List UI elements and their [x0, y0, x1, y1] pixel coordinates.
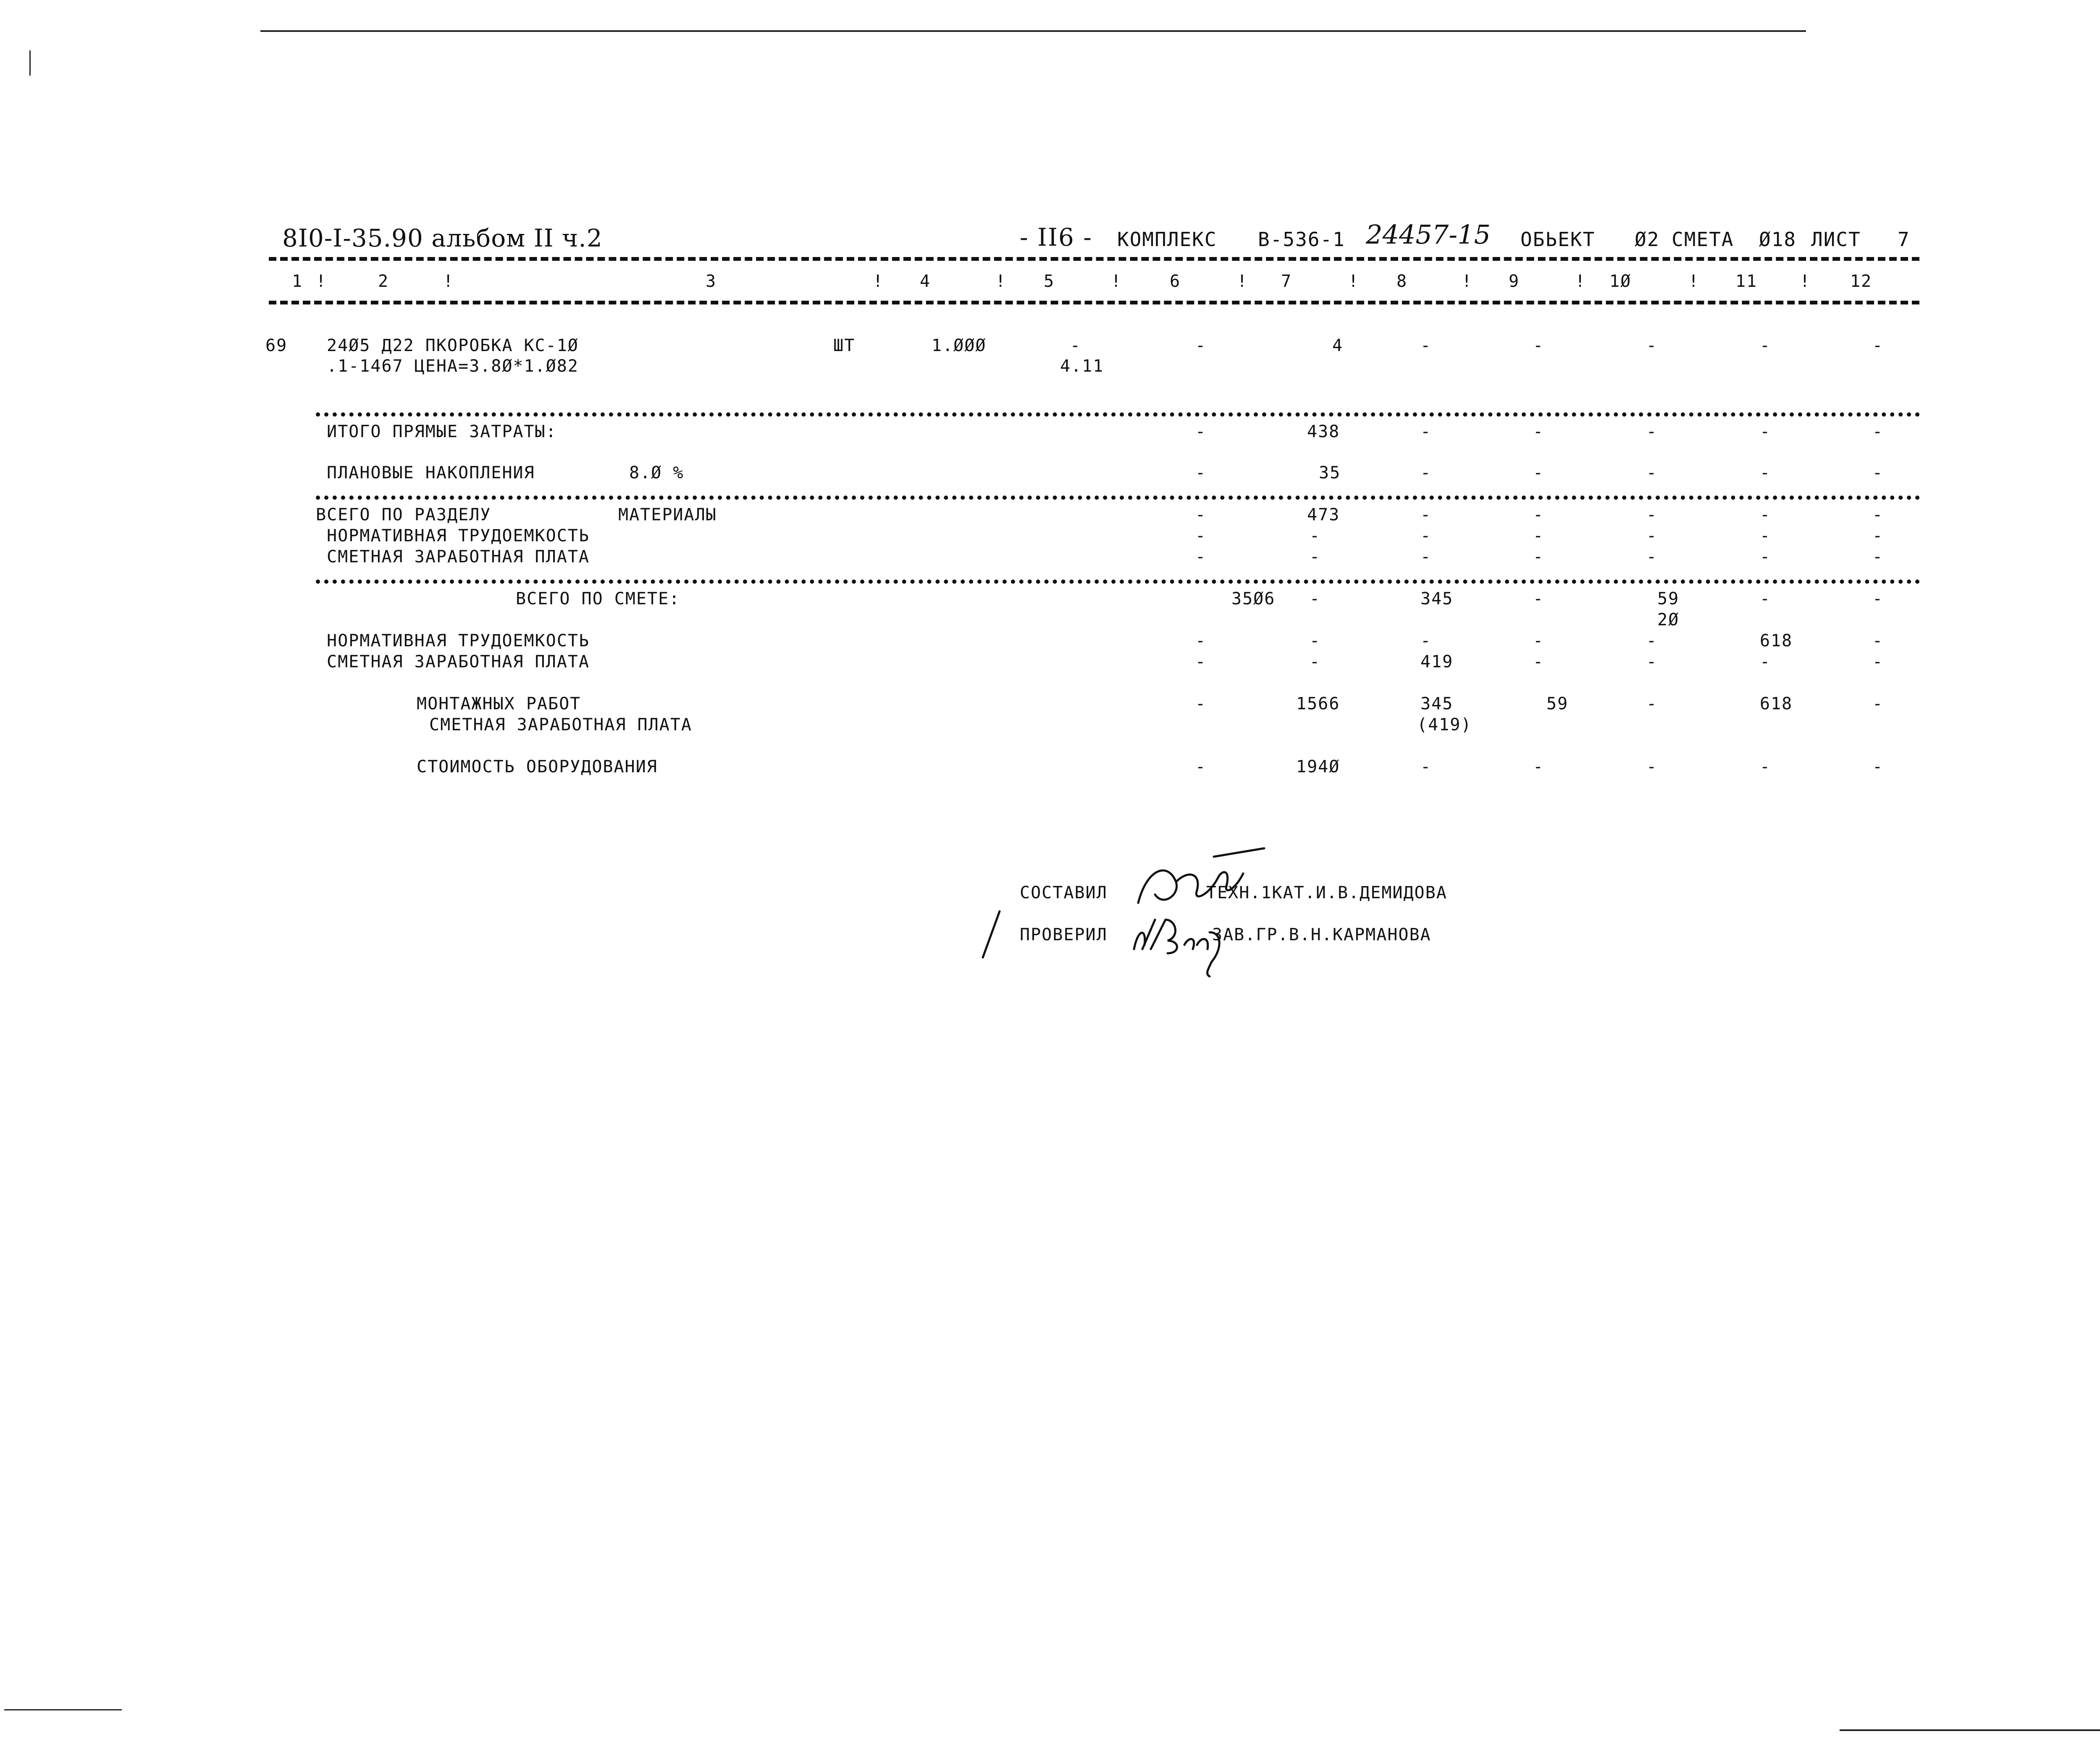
estimate-total-col12: - — [1872, 589, 1884, 609]
section-wage-col6: - — [1195, 547, 1207, 567]
section-labor-col10: - — [1646, 526, 1658, 546]
sheet-label: ЛИСТ — [1811, 228, 1861, 251]
item-col12: - — [1872, 336, 1884, 355]
item-price-reference: .1-1467 ЦЕНА=3.8Ø*1.Ø82 — [327, 357, 579, 376]
planned-accumulation-col9: - — [1533, 463, 1544, 483]
estimate-wage-col7: - — [1310, 652, 1321, 671]
scan-edge-bottom-right — [1840, 1729, 2100, 1731]
section-wage-col9: - — [1533, 547, 1544, 567]
direct-costs-label: ИТОГО ПРЯМЫЕ ЗАТРАТЫ: — [327, 422, 557, 441]
estimate-wage-col6: - — [1195, 652, 1207, 671]
estimate-number: Ø18 — [1759, 228, 1797, 251]
item-col10: - — [1646, 336, 1658, 355]
section-col9: - — [1533, 505, 1544, 525]
section-wage-col7: - — [1310, 547, 1321, 567]
installation-col10: - — [1646, 694, 1658, 713]
column-separator: ! — [1111, 272, 1122, 291]
direct-costs-col6: - — [1195, 422, 1207, 441]
estimate-total-col9: - — [1533, 589, 1544, 609]
sheet-number: 7 — [1898, 228, 1910, 251]
planned-accumulation-label: ПЛАНОВЫЕ НАКОПЛЕНИЯ — [327, 463, 535, 483]
object-number: Ø2 — [1635, 228, 1660, 251]
column-number: 11 — [1735, 272, 1758, 291]
section-labor-col12: - — [1872, 526, 1884, 546]
direct-costs-col7: 438 — [1307, 422, 1340, 441]
equipment-col8: - — [1420, 757, 1432, 776]
checked-by-label: ПРОВЕРИЛ — [1020, 925, 1108, 944]
dotted-separator — [316, 496, 1920, 500]
item-description: 24Ø5 Д22 ПКОРОБКА КС-1Ø — [327, 336, 579, 355]
estimate-wage-col11: - — [1760, 652, 1771, 671]
estimate-total-label: ВСЕГО ПО СМЕТЕ: — [516, 589, 680, 609]
item-col11: - — [1760, 336, 1771, 355]
dotted-separator — [316, 412, 1920, 417]
column-separator: ! — [995, 272, 1007, 291]
section-wage-col12: - — [1872, 547, 1884, 567]
page-number: - II6 - — [1020, 223, 1092, 252]
direct-costs-col10: - — [1646, 422, 1658, 441]
header-rule-bottom — [269, 301, 1919, 304]
estimate-wage-col10: - — [1646, 652, 1658, 671]
estimate-labor-col8: - — [1420, 631, 1432, 650]
planned-accumulation-col8: - — [1420, 463, 1432, 483]
slash-mark-icon — [979, 907, 1004, 962]
section-col11: - — [1760, 505, 1771, 525]
scan-edge-top — [260, 30, 1806, 32]
section-col6: - — [1195, 505, 1207, 525]
column-separator: ! — [1462, 272, 1473, 291]
installation-col7: 1566 — [1296, 694, 1340, 713]
document-reference: 8I0-I-35.90 альбом II ч.2 — [282, 224, 603, 252]
column-number: 1Ø — [1609, 272, 1632, 291]
section-labor-col7: - — [1310, 526, 1321, 546]
column-separator: ! — [443, 272, 454, 291]
section-labor-col6: - — [1195, 526, 1207, 546]
estimate-total-col6: 35Ø6 — [1231, 589, 1276, 609]
column-separator: ! — [1237, 272, 1248, 291]
estimate-labor-col12: - — [1872, 631, 1884, 650]
section-labor-col11: - — [1760, 526, 1771, 546]
installation-wage-label: СМЕТНАЯ ЗАРАБОТНАЯ ПЛАТА — [429, 715, 692, 734]
estimate-total-col11: - — [1760, 589, 1771, 609]
estimate-total-col7: - — [1310, 589, 1321, 609]
column-number: 8 — [1396, 272, 1408, 291]
column-number: 3 — [706, 272, 717, 291]
object-label: ОБЬЕКТ — [1520, 228, 1596, 251]
item-col5-top: - — [1070, 336, 1082, 355]
column-separator: ! — [1348, 272, 1360, 291]
installation-col11: 618 — [1760, 694, 1793, 713]
scan-edge-bottom-left — [4, 1709, 122, 1710]
estimate-wage-col12: - — [1872, 652, 1884, 671]
column-number: 12 — [1850, 272, 1872, 291]
installation-col9: 59 — [1546, 694, 1569, 713]
section-name: МАТЕРИАЛЫ — [618, 505, 717, 525]
direct-costs-col11: - — [1760, 422, 1771, 441]
direct-costs-col8: - — [1420, 422, 1432, 441]
column-number: 5 — [1044, 272, 1055, 291]
section-total-label: ВСЕГО ПО РАЗДЕЛУ — [316, 505, 491, 525]
column-number: 7 — [1281, 272, 1292, 291]
equipment-col7: 194Ø — [1296, 757, 1340, 776]
estimate-total-col10-bottom: 2Ø — [1657, 610, 1680, 630]
installation-col6: - — [1195, 694, 1207, 713]
item-col9: - — [1533, 336, 1544, 355]
equipment-col12: - — [1872, 757, 1884, 776]
section-wage-col10: - — [1646, 547, 1658, 567]
installation-label: МОНТАЖНЫХ РАБОТ — [417, 694, 581, 713]
equipment-col10: - — [1646, 757, 1658, 776]
column-number: 2 — [378, 272, 389, 291]
column-separator: ! — [316, 272, 327, 291]
section-wage-col8: - — [1420, 547, 1432, 567]
section-col12: - — [1872, 505, 1884, 525]
column-number: 9 — [1509, 272, 1520, 291]
planned-accumulation-col7: 35 — [1319, 463, 1341, 483]
header-rule-top — [269, 257, 1919, 261]
column-number: 4 — [920, 272, 931, 291]
scan-edge-left — [29, 50, 31, 76]
estimate-total-col8: 345 — [1420, 589, 1454, 609]
column-separator: ! — [1688, 272, 1700, 291]
estimate-labor-col7: - — [1310, 631, 1321, 650]
checked-by-name: ЗАВ.ГР.В.Н.КАРМАНОВА — [1212, 925, 1431, 944]
estimate-labor-col11: 618 — [1760, 631, 1793, 650]
section-labor-col8: - — [1420, 526, 1432, 546]
section-labor-label: НОРМАТИВНАЯ ТРУДОЕМКОСТЬ — [327, 526, 590, 546]
item-number: 69 — [265, 336, 288, 355]
estimate-labor-col10: - — [1646, 631, 1658, 650]
section-col8: - — [1420, 505, 1432, 525]
planned-accumulation-col11: - — [1760, 463, 1771, 483]
direct-costs-col12: - — [1872, 422, 1884, 441]
equipment-col9: - — [1533, 757, 1544, 776]
complex-label: КОМПЛЕКС — [1117, 228, 1217, 251]
estimate-wage-col9: - — [1533, 652, 1544, 671]
column-separator: ! — [1575, 272, 1586, 291]
item-col7: 4 — [1332, 336, 1344, 355]
planned-accumulation-col10: - — [1646, 463, 1658, 483]
estimate-labor-col9: - — [1533, 631, 1544, 650]
compiled-by-name: ТЕХН.1КАТ.И.В.ДЕМИДОВА — [1206, 883, 1447, 902]
dotted-separator — [316, 580, 1920, 584]
installation-col12: - — [1872, 694, 1884, 713]
section-col10: - — [1646, 505, 1658, 525]
installation-wage-value: (419) — [1417, 715, 1472, 734]
estimate-labor-label: НОРМАТИВНАЯ ТРУДОЕМКОСТЬ — [327, 631, 590, 650]
item-col8: - — [1420, 336, 1432, 355]
column-separator: ! — [1800, 272, 1811, 291]
estimate-labor-col6: - — [1195, 631, 1207, 650]
section-labor-col9: - — [1533, 526, 1544, 546]
column-separator: ! — [873, 272, 884, 291]
estimate-label: СМЕТА — [1672, 228, 1734, 251]
item-col6: - — [1195, 336, 1207, 355]
equipment-label: СТОИМОСТЬ ОБОРУДОВАНИЯ — [417, 757, 658, 776]
handwritten-number: 24457-15 — [1366, 219, 1491, 250]
estimate-wage-label: СМЕТНАЯ ЗАРАБОТНАЯ ПЛАТА — [327, 652, 590, 671]
equipment-col11: - — [1760, 757, 1771, 776]
estimate-wage-col8: 419 — [1420, 652, 1454, 671]
section-col7: 473 — [1307, 505, 1340, 525]
item-quantity: 1.ØØØ — [932, 336, 987, 355]
column-number: 6 — [1170, 272, 1181, 291]
item-col5-bottom: 4.11 — [1060, 357, 1104, 376]
section-wage-label: СМЕТНАЯ ЗАРАБОТНАЯ ПЛАТА — [327, 547, 590, 567]
planned-accumulation-percent: 8.Ø % — [629, 463, 684, 483]
installation-col8: 345 — [1420, 694, 1454, 713]
item-unit: ШТ — [833, 336, 856, 355]
complex-code: В-536-1 — [1258, 228, 1345, 251]
direct-costs-col9: - — [1533, 422, 1544, 441]
planned-accumulation-col12: - — [1872, 463, 1884, 483]
column-number: 1 — [292, 272, 303, 291]
equipment-col6: - — [1195, 757, 1207, 776]
section-wage-col11: - — [1760, 547, 1771, 567]
compiled-by-label: СОСТАВИЛ — [1020, 883, 1108, 902]
estimate-total-col10-top: 59 — [1657, 589, 1680, 609]
planned-accumulation-col6: - — [1195, 463, 1207, 483]
